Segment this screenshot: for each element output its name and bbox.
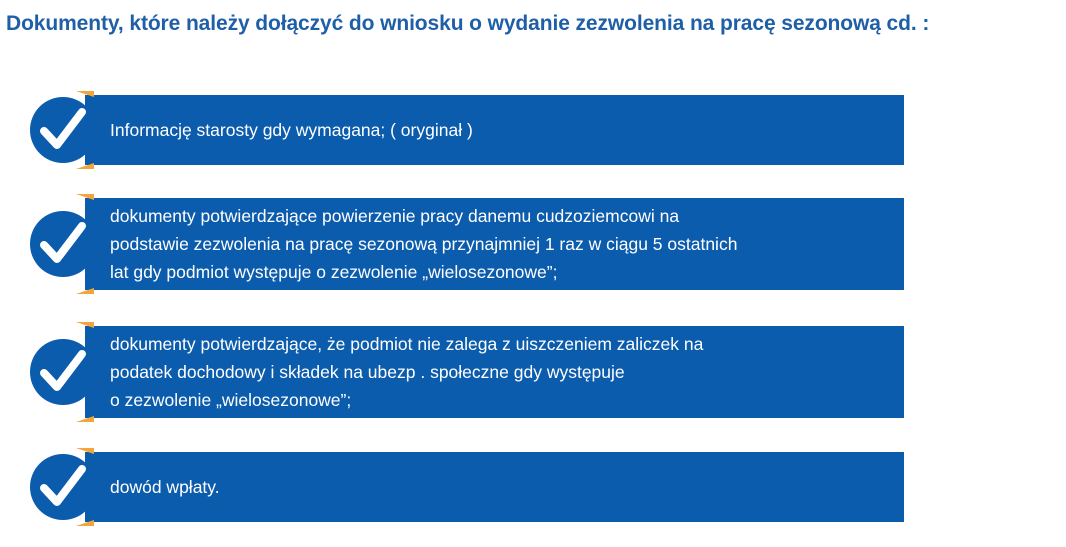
checkmark-icon xyxy=(30,97,96,163)
list-item xyxy=(30,198,904,290)
checkmark-icon xyxy=(30,454,96,520)
item-text: dokumenty potwierdzające, że podmiot nie zalega z uiszczeniem zaliczek na podatek dochodowy i składek na ubezp . społeczne gdy występuje o zezwolenie „wielosezonowe”; xyxy=(110,334,704,410)
list-item xyxy=(30,95,904,165)
item-text: dowód wpłaty. xyxy=(110,477,220,497)
item-text: dokumenty potwierdzające powierzenie pracy danemu cudzoziemcowi na podstawie zezwolenia na pracę sezonową przynajmniej 1 raz w ciągu 5 ostatnich lat gdy podmiot występuje o zezwolenie „wielosezonowe”; xyxy=(110,206,738,282)
list-item xyxy=(30,326,904,418)
page-title: Dokumenty, które należy dołączyć do wniosku o wydanie zezwolenia na pracę sezonową cd. : xyxy=(6,12,930,35)
checkmark-icon xyxy=(30,211,96,277)
accent-corner xyxy=(74,402,96,424)
item-text: Informację starosty gdy wymagana; ( oryginał ) xyxy=(110,120,473,140)
list-item xyxy=(30,452,904,522)
accent-corner xyxy=(74,274,96,296)
checkmark-icon xyxy=(30,339,96,405)
